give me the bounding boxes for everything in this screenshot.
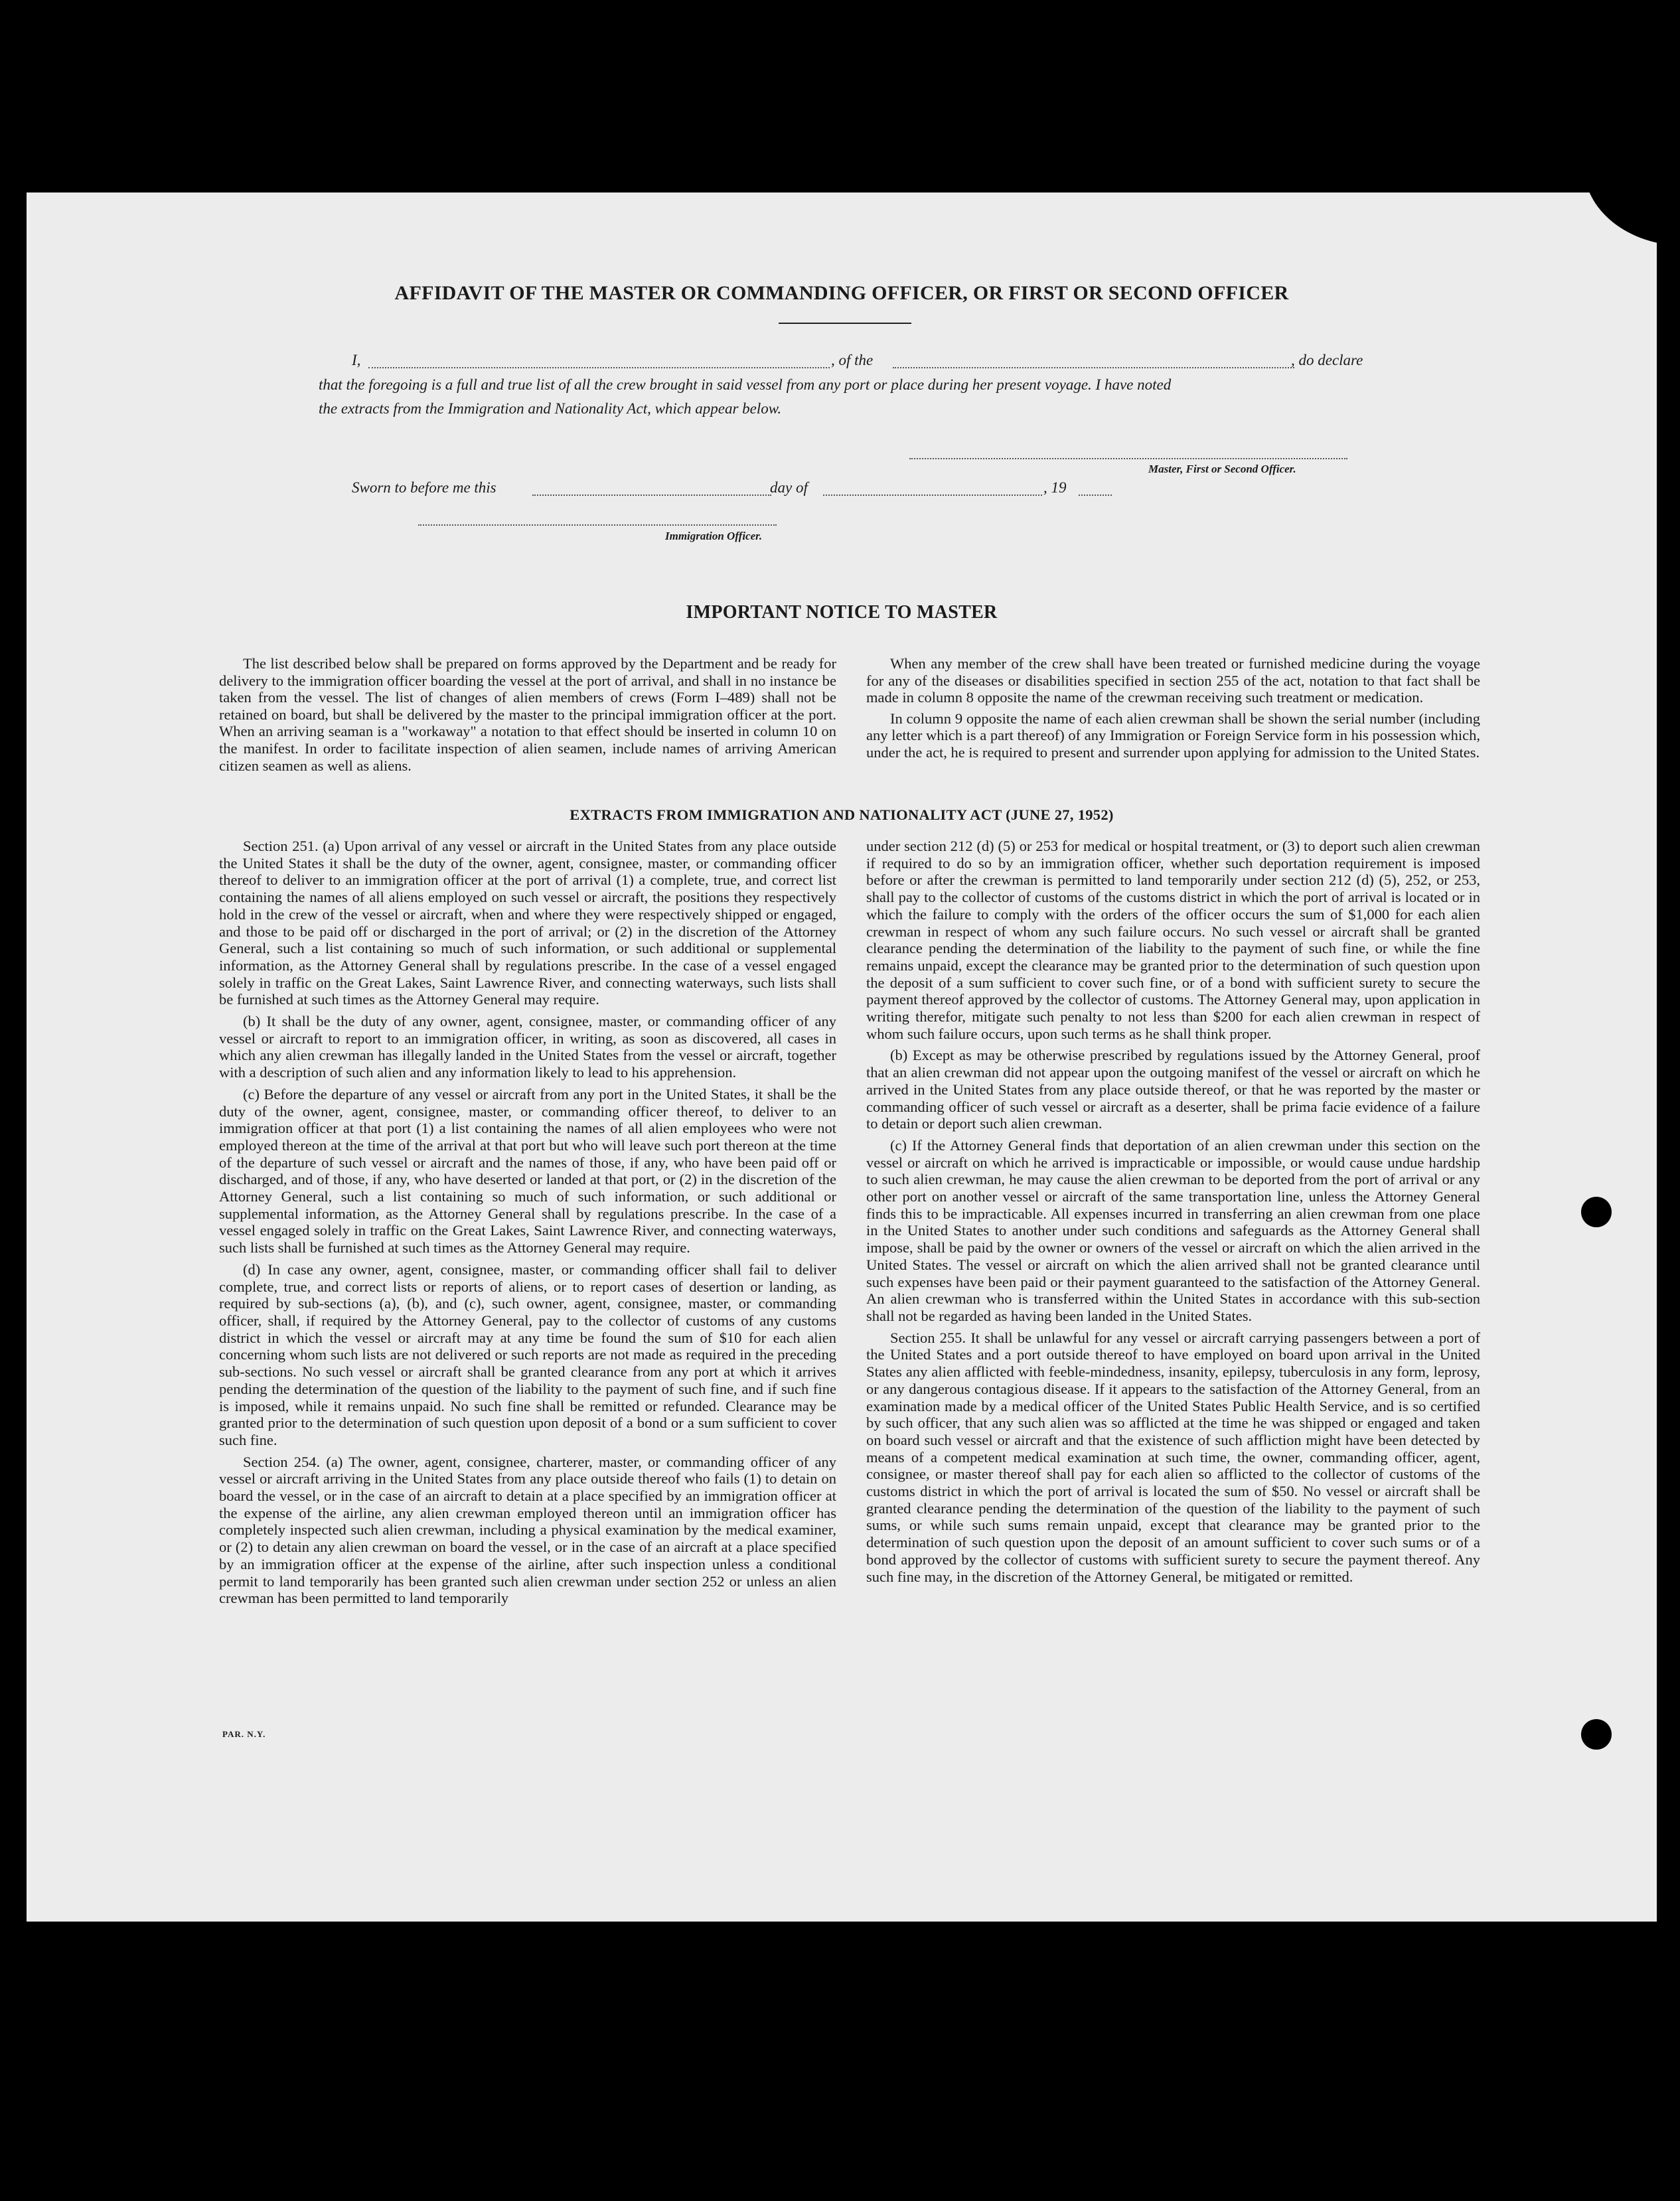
extract-paragraph: under section 212 (d) (5) or 253 for medical or hospital treatment, or (3) to deport such alien crewman if required to do so by an immigration officer, whether such deportation requirement is imposed before or after the crewman is permitted to land temporarily under section 212 (d) (5), 252, or 253, shall pay to the collector of customs of the customs district in which the port of arrival is located or in which the failure to comply with the orders of the officer occurs the sum of $1,000 for each alien crewman in respect of whom any such failure occurs. No such vessel or aircraft shall be granted clearance pending the determination of the liability to the payment of such fine, or while the fine remains unpaid, except the clearance may be granted prior to the determination of such question upon the deposit of a sum sufficient to cover such fine, or of a bond with sufficient surety to secure the payment thereof approved by the collector of customs. The Attorney General may, upon application in writing therefor, mitigate such penalty to not less than $200 for each alien crewman in respect of whom such failure occurs, upon such terms as he shall think proper. bbox=[866, 838, 1480, 1042]
extracts-left-column bbox=[219, 838, 836, 1612]
sworn-month-field[interactable] bbox=[823, 494, 1042, 496]
punch-hole-bottom bbox=[1581, 1719, 1612, 1750]
sworn-label: Sworn to before me this bbox=[352, 479, 496, 496]
day-of-label: day of bbox=[770, 479, 808, 496]
document-page bbox=[27, 192, 1657, 1922]
notice-left-column bbox=[219, 655, 836, 778]
notice-paragraph: When any member of the crew shall have been treated or furnished medicine during the voyage for any of the diseases or disabilities specified in section 255 of the act, notation to that fact shall be made in column 8 opposite the name of the crewman receiving such treatment or medication. bbox=[866, 655, 1480, 706]
punch-hole-top bbox=[1581, 1197, 1612, 1227]
officer-caption: Immigration Officer. bbox=[665, 530, 763, 542]
extract-paragraph: (d) In case any owner, agent, consignee, master, or commanding officer shall fail to deliver complete, true, and correct lists or reports of aliens, or to report cases of desertion or landing, as required by sub-sections (a), (b), and (c), such owner, agent, consignee, master, or commanding officer, shall, if required by the Attorney General, pay to the collector of customs of any customs district in which the vessel or aircraft may at any time be found the sum of $10 for each alien concerning whom such lists are not delivered or such reports are not made as required in the preceding sub-sections. No such vessel or aircraft shall be granted clearance from any port at which it arrives pending the determination of the question of the liability to the payment of such fine, and if such fine is imposed, while it remains unpaid. No such fine shall be remitted or refunded. Clearance may be granted prior to the determination of such question upon deposit of a bond or a sum sufficient to cover such fine. bbox=[219, 1260, 836, 1448]
extract-paragraph: (b) Except as may be otherwise prescribed by regulations issued by the Attorney General, proof that an alien crewman did not appear upon the outgoing manifest of the vessel or aircraft on which he arrived in the United States from any place outside thereof, or that he was reported by the master or commanding officer of such vessel or aircraft as a deserter, shall be prima facie evidence of a failure to detain or deport such alien crewman. bbox=[866, 1047, 1480, 1132]
affiant-name-field[interactable] bbox=[368, 367, 830, 368]
affidavit-title: AFFIDAVIT OF THE MASTER OR COMMANDING OFFICER, OR FIRST OR SECOND OFFICER bbox=[394, 282, 1289, 304]
printer-mark: PAR. N.Y. bbox=[222, 1729, 266, 1739]
extract-paragraph: (c) Before the departure of any vessel or aircraft from any port in the United States, it shall be the duty of the owner, agent, consignee, master, or commanding officer thereof, to deliver to an immigration officer at that port (1) a list containing the names of all alien employees who were not employed thereon at the time of the arrival at that port but who will leave such port thereon at the time of the departure of such vessel or aircraft and the names of those, if any, who have been paid off or discharged, and of those, if any, who have deserted or landed at that port, or (2) in the discretion of the Attorney General, such a list containing so much of such information, or such additional or supplemental information, as the Attorney General shall by regulations prescribe. In the case of a vessel engaged solely in traffic on the Great Lakes, Saint Lawrence River, and connecting waterways, such lists shall be furnished at such times as the Attorney General may require. bbox=[219, 1085, 836, 1256]
title-underline bbox=[779, 323, 911, 324]
extract-paragraph: Section 251. (a) Upon arrival of any vessel or aircraft in the United States from any place outside the United States it shall be the duty of the owner, agent, consignee, master, or commanding officer thereof to deliver to an immigration officer at the port of arrival (1) a complete, true, and correct list containing the names of all aliens employed on such vessel or aircraft, the positions they respectively hold in the crew of the vessel or aircraft, when and where they were respectively shipped or engaged, and those to be paid off or discharged in the port of arrival; or (2) in the discretion of the Attorney General, such a list containing so much of such information, or such additional or supplemental information, as the Attorney General shall by regulations prescribe. In the case of a vessel engaged solely in traffic on the Great Lakes, Saint Lawrence River, and connecting waterways, such lists shall be furnished at such times as the Attorney General may require. bbox=[219, 838, 836, 1008]
vessel-name-field[interactable] bbox=[893, 367, 1294, 368]
notice-paragraph: The list described below shall be prepared on forms approved by the Department and be ready for delivery to the immigration officer boarding the vessel at the port of arrival, and shall in no instance be taken from the vessel. The list of changes of alien members of crews (Form I–489) shall not be retained on board, but shall be delivered by the master to the principal immigration officer at the port. When an arriving seaman is a "workaway" a notation to that effect should be inserted in column 10 on the manifest. In order to facilitate inspection of alien seamen, include names of arriving American citizen seamen as well as aliens. bbox=[219, 655, 836, 774]
extract-paragraph: Section 254. (a) The owner, agent, consignee, charterer, master, or commanding officer of any vessel or aircraft arriving in the United States from any place outside thereof who fails (1) to detain on board the vessel, or in the case of an aircraft to detain at a place specified by an immigration officer at the expense of the airline, any alien crewman employed thereon until an immigration officer has completely inspected such alien crewman, including a physical examination by the medical examiner, or (2) to detain any alien crewman on board the vessel, or in the case of an aircraft at a place specified by an immigration officer at the expense of the airline, after such inspection unless a conditional permit to land temporarily has been granted such alien crewman under section 252 or unless an alien crewman has been permitted to land temporarily bbox=[219, 1453, 836, 1607]
torn-corner bbox=[1584, 166, 1680, 246]
of-the-label: , of the bbox=[831, 352, 874, 368]
officer-signature-field[interactable] bbox=[909, 458, 1347, 459]
sworn-day-field[interactable] bbox=[532, 494, 771, 496]
notice-paragraph: In column 9 opposite the name of each alien crewman shall be shown the serial number (including any letter which is a part thereof) of any Immigration or Foreign Service form in his possession which, under the act, he is required to present and surrender upon applying for admission to the United States. bbox=[866, 710, 1480, 761]
extract-paragraph: Section 255. It shall be unlawful for any vessel or aircraft carrying passengers between a port of the United States and a port outside thereof to have employed on board upon arrival in the United States any alien afflicted with feeble-mindedness, insanity, epilepsy, tuberculosis in any form, leprosy, or any dangerous contagious disease. If it appears to the satisfaction of the Attorney General, from an examination made by a medical officer of the United States Public Health Service, and is so certified by such officer, that any such alien was so afflicted at the time he was shipped or engaged and taken on board such vessel or aircraft and that the existence of such affliction might have been detected by means of a competent medical examination at such time, the owner, commanding officer, agent, consignee, or master thereof shall pay for each alien so afflicted to the collector of customs of the customs district in which the port of arrival is located the sum of $50. No vessel or aircraft shall be granted clearance pending the determination of the question of the liability to the payment of such sums, or while such sums remain unpaid, except that clearance may be granted prior to the determination of such question upon the deposit of an amount sufficient to cover such sums or of a bond approved by the collector of customs with sufficient surety to secure the payment thereof. Any such fine may, in the discretion of the Attorney General, be mitigated or remitted. bbox=[866, 1329, 1480, 1585]
immigration-officer-signature-field[interactable] bbox=[418, 524, 777, 526]
extract-paragraph: (c) If the Attorney General finds that deportation of an alien crewman under this section on the vessel or aircraft on which he arrived is impracticable or impossible, or would cause undue hardship to such alien crewman, he may cause the alien crewman to be deported from the port of arrival or any other port on another vessel or aircraft of the same transportation line, unless the Attorney General finds this to be impracticable. All expenses incurred in transferring an alien crewman from one place in the United States to another under such conditions and safeguards as the Attorney General shall impose, shall be paid by the owner or owners of the vessel or aircraft on which the alien arrived in the United States. The vessel or aircraft on which the alien arrived shall not be granted clearance until such expenses have been paid or their payment guaranteed to the satisfaction of the Attorney General. An alien crewman who is transferred within the United States in accordance with this sub-section shall not be regarded as having been landed in the United States. bbox=[866, 1136, 1480, 1324]
sworn-year-field[interactable] bbox=[1079, 494, 1112, 496]
affiant-label: I, bbox=[352, 352, 361, 368]
signature-caption: Master, First or Second Officer. bbox=[1148, 463, 1296, 475]
extracts-title: EXTRACTS FROM IMMIGRATION AND NATIONALITY ACT (JUNE 27, 1952) bbox=[570, 806, 1114, 823]
year-label: , 19 bbox=[1043, 479, 1067, 496]
extract-paragraph: (b) It shall be the duty of any owner, agent, consignee, master, or commanding officer of any vessel or aircraft to report to an immigration officer, in writing, as soon as discovered, all cases in which any alien crewman has illegally landed in the United States from the vessel or aircraft, together with a description of such alien and any information likely to lead to his apprehension. bbox=[219, 1013, 836, 1081]
notice-title: IMPORTANT NOTICE TO MASTER bbox=[686, 602, 998, 623]
notice-right-column bbox=[866, 655, 1480, 765]
do-declare-label: , do declare bbox=[1291, 352, 1363, 368]
extracts-right-column bbox=[866, 838, 1480, 1590]
statement-line-1: that the foregoing is a full and true list of all the crew brought in said vessel from any port or place during her present voyage. I have noted bbox=[319, 376, 1172, 393]
statement-line-2: the extracts from the Immigration and Nationality Act, which appear below. bbox=[319, 400, 782, 417]
